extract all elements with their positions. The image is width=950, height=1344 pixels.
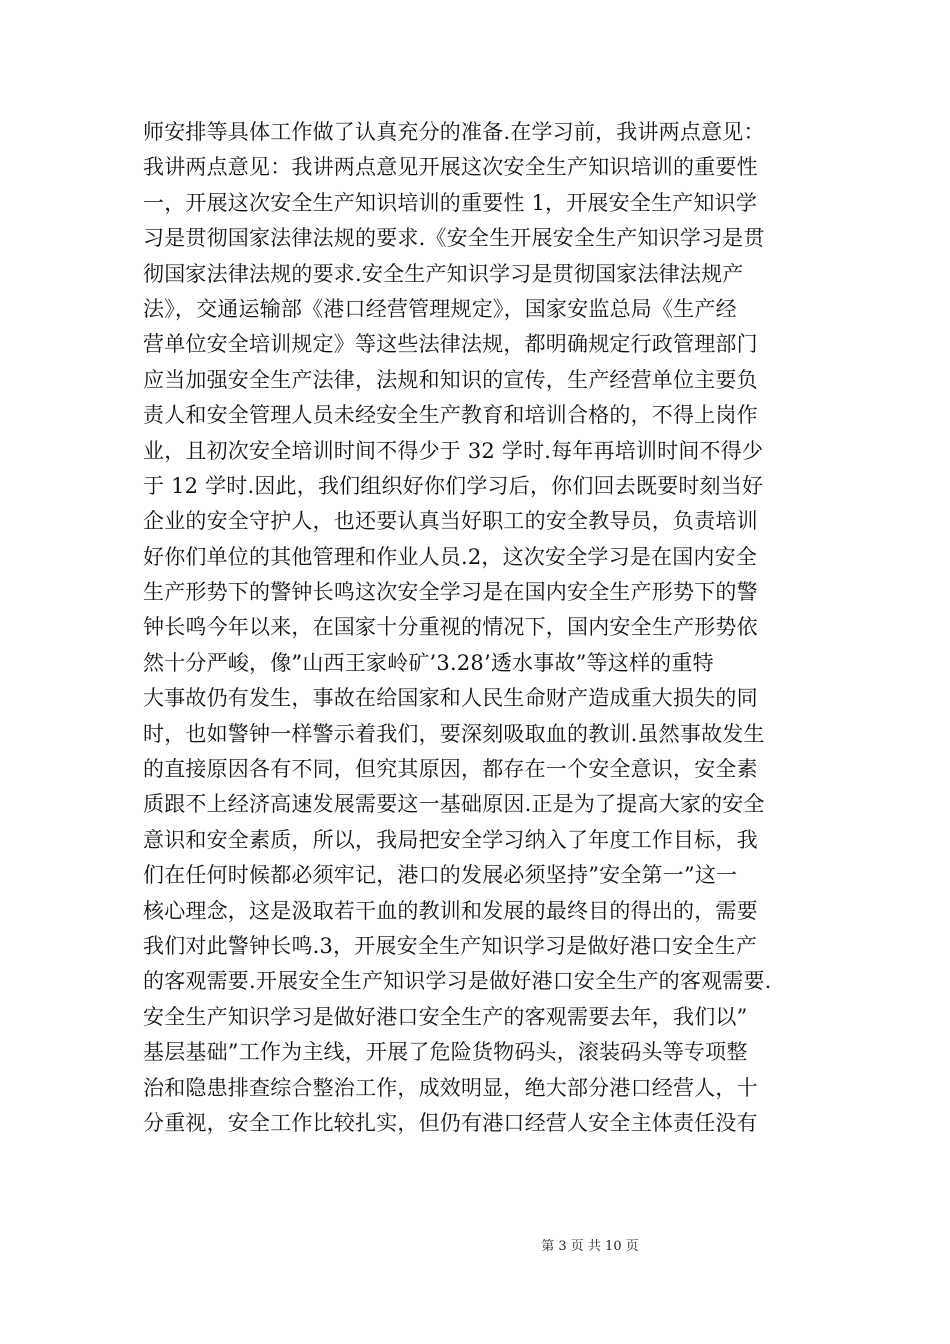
text-line: 基层基础”工作为主线，开展了危险货物码头，滚装码头等专项整 [143,1040,748,1065]
text-line: 的直接原因各有不同，但究其原因，都存在一个安全意识，安全素 [143,757,758,782]
text-line: 然十分严峻，像”山西王家岭矿’3.28’透水事故”等这样的重特 [143,650,714,675]
text-line: 企业的安全守护人，也还要认真当好职工的安全教导员，负责培训 [143,509,758,534]
text-line: 治和隐患排查综合整治工作，成效明显，绝大部分港口经营人，十 [143,1075,758,1100]
text-line: 习是贯彻国家法律法规的要求.《安全生开展安全生产知识学习是贯 [143,226,765,251]
text-line: 责人和安全管理人员未经安全生产教育和培训合格的，不得上岗作 [143,403,758,428]
text-line: 法》，交通运输部《港口经营管理规定》，国家安监总局《生产经 [143,296,737,321]
text-line: 我讲两点意见：我讲两点意见开展这次安全生产知识培训的重要性 [143,155,758,180]
text-line: 业，且初次安全培训时间不得少于 32 学时.每年再培训时间不得少 [143,438,764,463]
text-line: 我们对此警钟长鸣.3，开展安全生产知识学习是做好港口安全生产 [143,933,758,958]
text-line: 钟长鸣今年以来，在国家十分重视的情况下，国内安全生产形势依 [143,615,758,640]
text-line: 大事故仍有发生，事故在给国家和人民生命财产造成重大损失的同 [143,686,758,711]
text-line: 时，也如警钟一样警示着我们，要深刻吸取血的教训.虽然事故发生 [143,721,765,746]
text-line: 的客观需要.开展安全生产知识学习是做好港口安全生产的客观需要. [143,969,772,994]
text-line: 师安排等具体工作做了认真充分的准备.在学习前，我讲两点意见： [143,120,765,144]
page-number: 第 3 页 共 10 页 [541,1239,639,1254]
text-line: 安全生产知识学习是做好港口安全生产的客观需要去年，我们以” [143,1004,748,1029]
text-line: 分重视，安全工作比较扎实，但仍有港口经营人安全主体责任没有 [143,1110,758,1135]
text-line: 生产形势下的警钟长鸣这次安全学习是在国内安全生产形势下的警 [143,580,758,605]
text-line: 于 12 学时.因此，我们组织好你们学习后，你们回去既要时刻当好 [143,473,764,498]
text-line: 营单位安全培训规定》等这些法律法规，都明确规定行政管理部门 [143,332,758,357]
body-text [143,115,811,1141]
text-line: 质跟不上经济高速发展需要这一基础原因.正是为了提高大家的安全 [143,792,765,817]
text-line: 意识和安全素质，所以，我局把安全学习纳入了年度工作目标，我 [143,827,758,852]
text-line: 核心理念，这是汲取若干血的教训和发展的最终目的得出的，需要 [143,898,758,923]
text-line: 一，开展这次安全生产知识培训的重要性 1，开展安全生产知识学 [143,190,758,215]
text-line: 应当加强安全生产法律，法规和知识的宣传，生产经营单位主要负 [143,367,758,392]
text-line: 彻国家法律法规的要求.安全生产知识学习是贯彻国家法律法规产 [143,261,744,286]
text-line: 好你们单位的其他管理和作业人员.2，这次安全学习是在国内安全 [143,544,758,569]
text-line: 们在任何时候都必须牢记，港口的发展必须坚持”安全第一”这一 [143,863,738,888]
